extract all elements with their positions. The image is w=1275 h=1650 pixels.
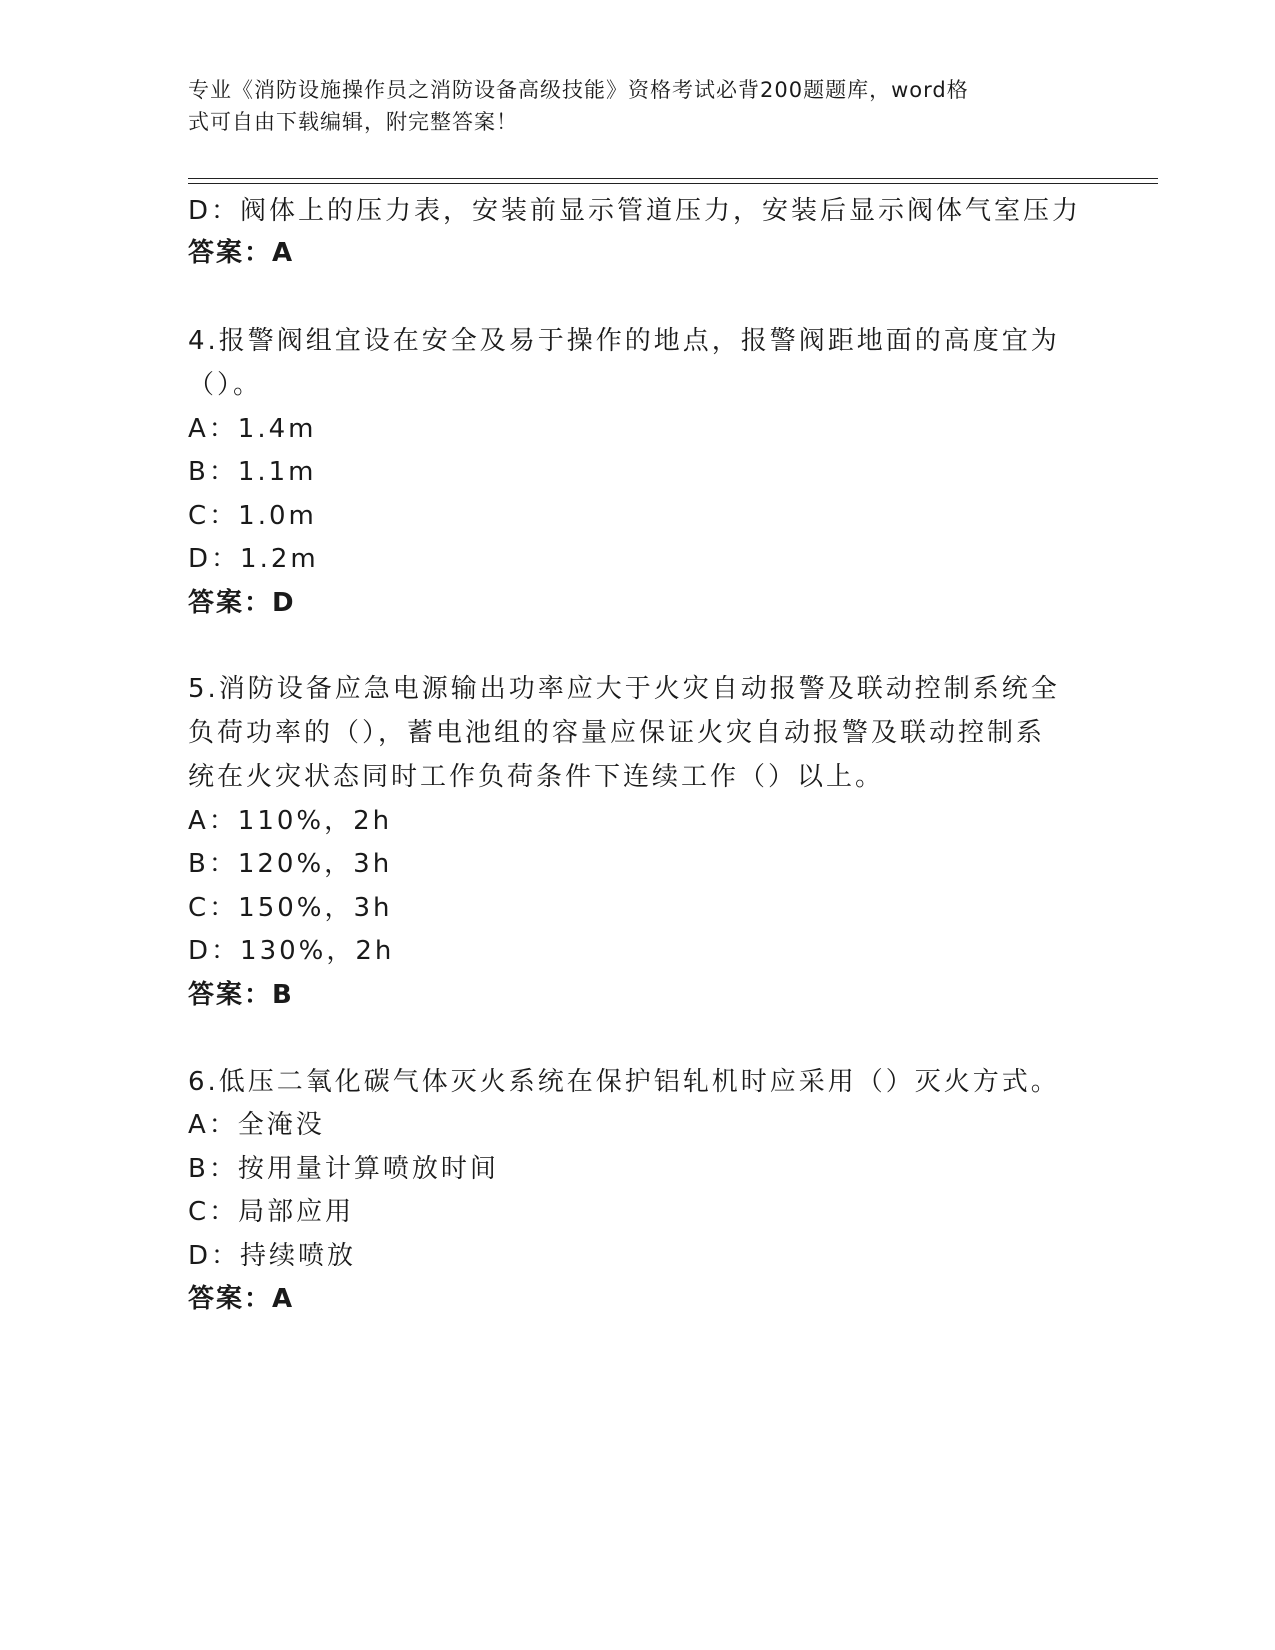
q4-option-a: A：1.4m <box>188 414 317 444</box>
q4-option-b: B：1.1m <box>188 457 317 487</box>
header-divider-top <box>188 178 1158 179</box>
q4-stem-line-1: 4.报警阀组宜设在安全及易于操作的地点，报警阀距地面的高度宜为 <box>188 326 1060 356</box>
q5-stem-line-2: 负荷功率的（），蓄电池组的容量应保证火灾自动报警及联动控制系 <box>188 718 1046 748</box>
q4-option-c: C：1.0m <box>188 501 317 531</box>
q4-answer: 答案：D <box>188 588 296 618</box>
header-divider-bottom <box>188 183 1158 184</box>
q6-stem-line-1: 6.低压二氧化碳气体灭火系统在保护铝轧机时应采用（）灭火方式。 <box>188 1067 1060 1097</box>
header-line-2: 式可自由下载编辑，附完整答案！ <box>188 110 518 134</box>
q4-option-d: D：1.2m <box>188 544 319 574</box>
q6-option-c: C：局部应用 <box>188 1197 355 1227</box>
q6-option-d: D：持续喷放 <box>188 1241 357 1271</box>
q3-answer: 答案：A <box>188 238 295 268</box>
q6-answer: 答案：A <box>188 1284 295 1314</box>
document-header <box>188 74 1068 138</box>
q5-option-b: B：120%，3h <box>188 849 393 879</box>
header-line-1: 专业《消防设施操作员之消防设备高级技能》资格考试必背200题题库，word格 <box>188 78 969 102</box>
q4-stem-line-2: （）。 <box>188 370 263 400</box>
q5-stem-line-3: 统在火灾状态同时工作负荷条件下连续工作（）以上。 <box>188 762 885 792</box>
q3-option-d: D：阀体上的压力表，安装前显示管道压力，安装后显示阀体气室压力 <box>188 196 1082 226</box>
q5-stem-line-1: 5.消防设备应急电源输出功率应大于火灾自动报警及联动控制系统全 <box>188 674 1060 704</box>
q5-option-d: D：130%，2h <box>188 936 395 966</box>
q5-answer: 答案：B <box>188 980 294 1010</box>
q6-option-a: A：全淹没 <box>188 1110 325 1140</box>
q5-option-a: A：110%，2h <box>188 806 393 836</box>
q6-option-b: B：按用量计算喷放时间 <box>188 1154 499 1184</box>
q5-option-c: C：150%，3h <box>188 893 393 923</box>
